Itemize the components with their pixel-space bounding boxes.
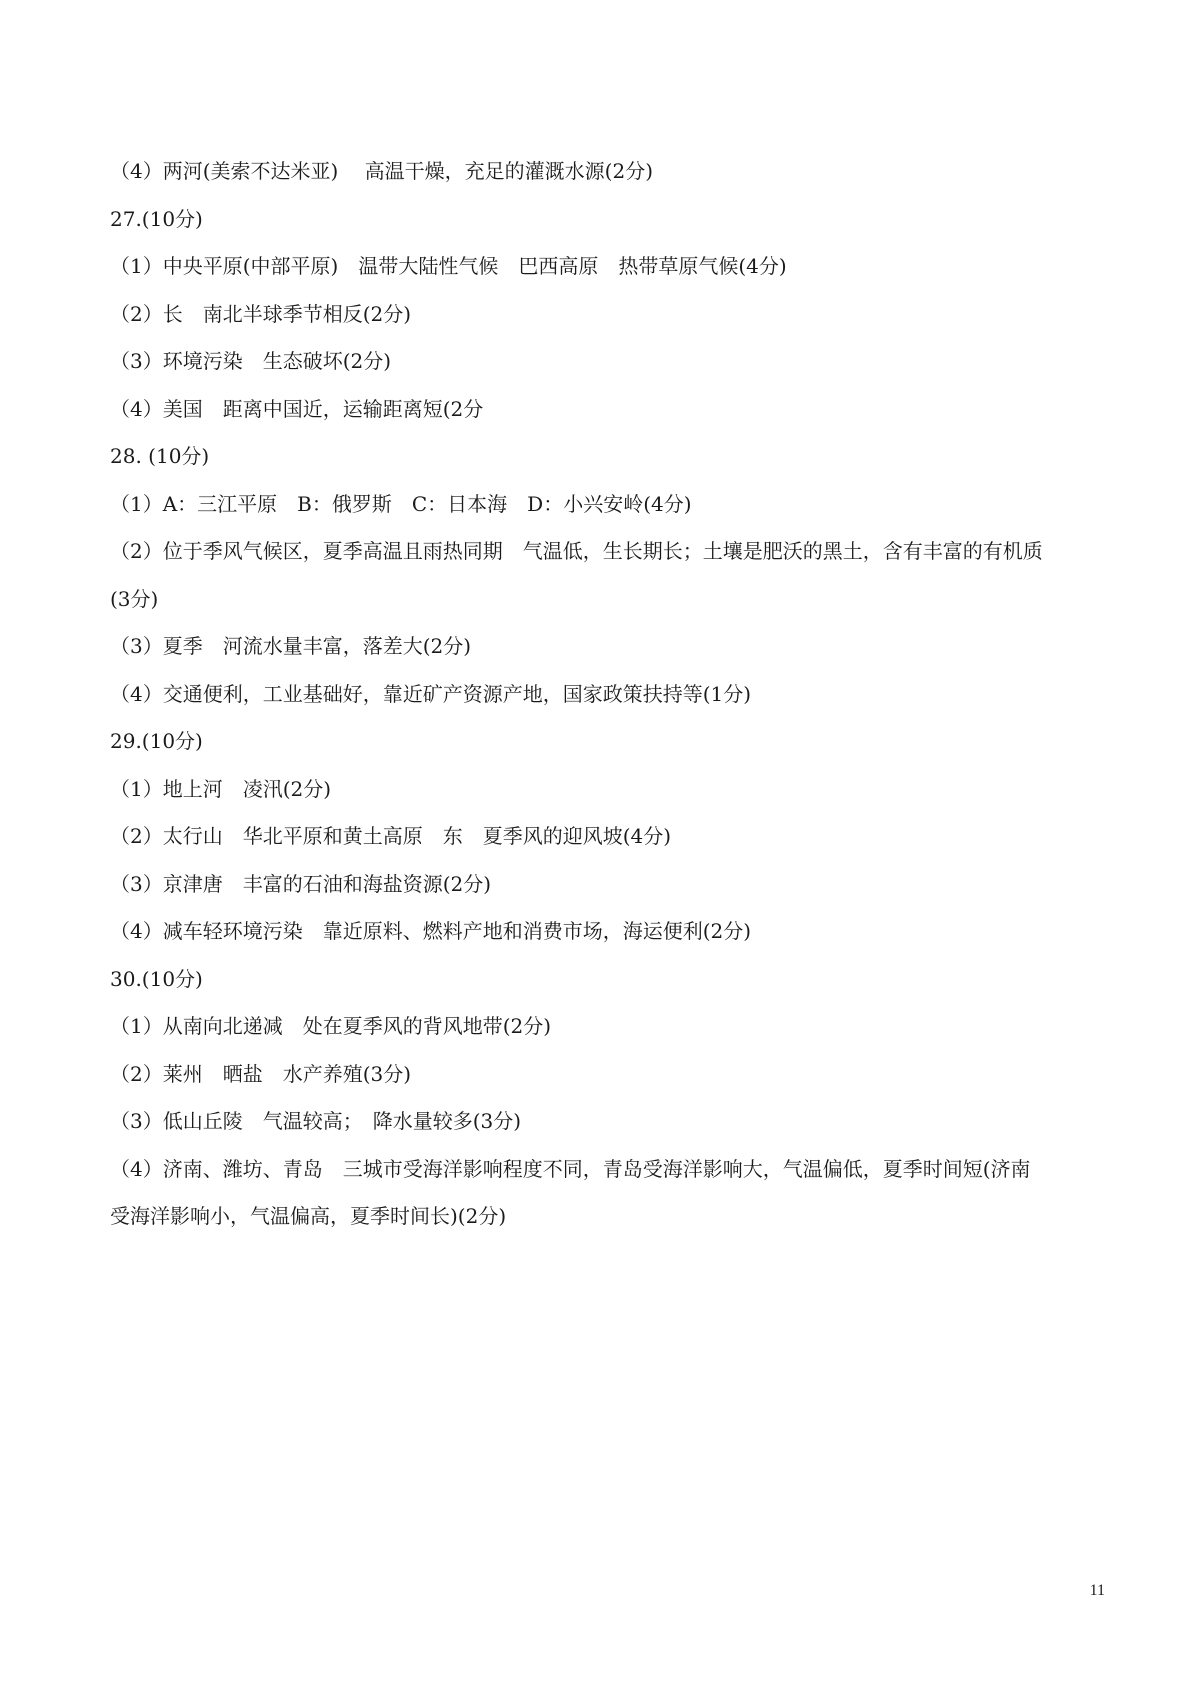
answer-28-1: （1）A：三江平原 B：俄罗斯 C：日本海 D：小兴安岭(4分)	[110, 491, 692, 516]
question-30-header: 30.(10分)	[110, 966, 203, 991]
answer-30-1: （1）从南向北递减 处在夏季风的背风地带(2分)	[110, 1014, 552, 1038]
answer-30-4-cont: 受海洋影响小，气温偏高，夏季时间长)(2分)	[110, 1204, 507, 1228]
answer-30-2: （2）莱州 晒盐 水产养殖(3分)	[110, 1061, 412, 1086]
answer-27-2: （2）长 南北半球季节相反(2分)	[110, 301, 412, 326]
answer-30-4: （4）济南、潍坊、青岛 三城市受海洋影响程度不同，青岛受海洋影响大，气温偏低，夏季时间短(济南	[110, 1156, 1031, 1181]
answer-29-3: （3）京津唐 丰富的石油和海盐资源(2分)	[110, 871, 492, 896]
answer-27-3: （3）环境污染 生态破坏(2分)	[110, 349, 392, 373]
answer-26-4: （4）两河(美索不达米亚) 高温干燥，充足的灌溉水源(2分)	[110, 159, 654, 183]
answer-27-4: （4）美国 距离中国近，运输距离短(2分	[110, 396, 484, 421]
answer-content	[110, 148, 1100, 1241]
question-27-header: 27.(10分)	[110, 206, 203, 231]
answer-29-4: （4）减车轻环境污染 靠近原料、燃料产地和消费市场，海运便利(2分)	[110, 919, 752, 943]
answer-29-1: （1）地上河 凌汛(2分)	[110, 776, 332, 801]
answer-30-3: （3）低山丘陵 气温较高； 降水量较多(3分)	[110, 1109, 522, 1133]
answer-28-4: （4）交通便利，工业基础好，靠近矿产资源产地，国家政策扶持等(1分)	[110, 681, 752, 706]
answer-28-2: （2）位于季风气候区，夏季高温且雨热同期 气温低，生长期长；土壤是肥沃的黑土，含有丰富的有机质	[110, 539, 1043, 563]
answer-28-2-cont: (3分)	[110, 586, 159, 611]
answer-27-1: （1）中央平原(中部平原) 温带大陆性气候 巴西高原 热带草原气候(4分)	[110, 254, 787, 278]
question-29-header: 29.(10分)	[110, 729, 203, 753]
question-28-header: 28. (10分)	[110, 444, 210, 468]
answer-29-2: （2）太行山 华北平原和黄土高原 东 夏季风的迎风坡(4分)	[110, 824, 672, 848]
answer-28-3: （3）夏季 河流水量丰富，落差大(2分)	[110, 634, 472, 658]
page-number: 11	[1089, 1582, 1105, 1599]
